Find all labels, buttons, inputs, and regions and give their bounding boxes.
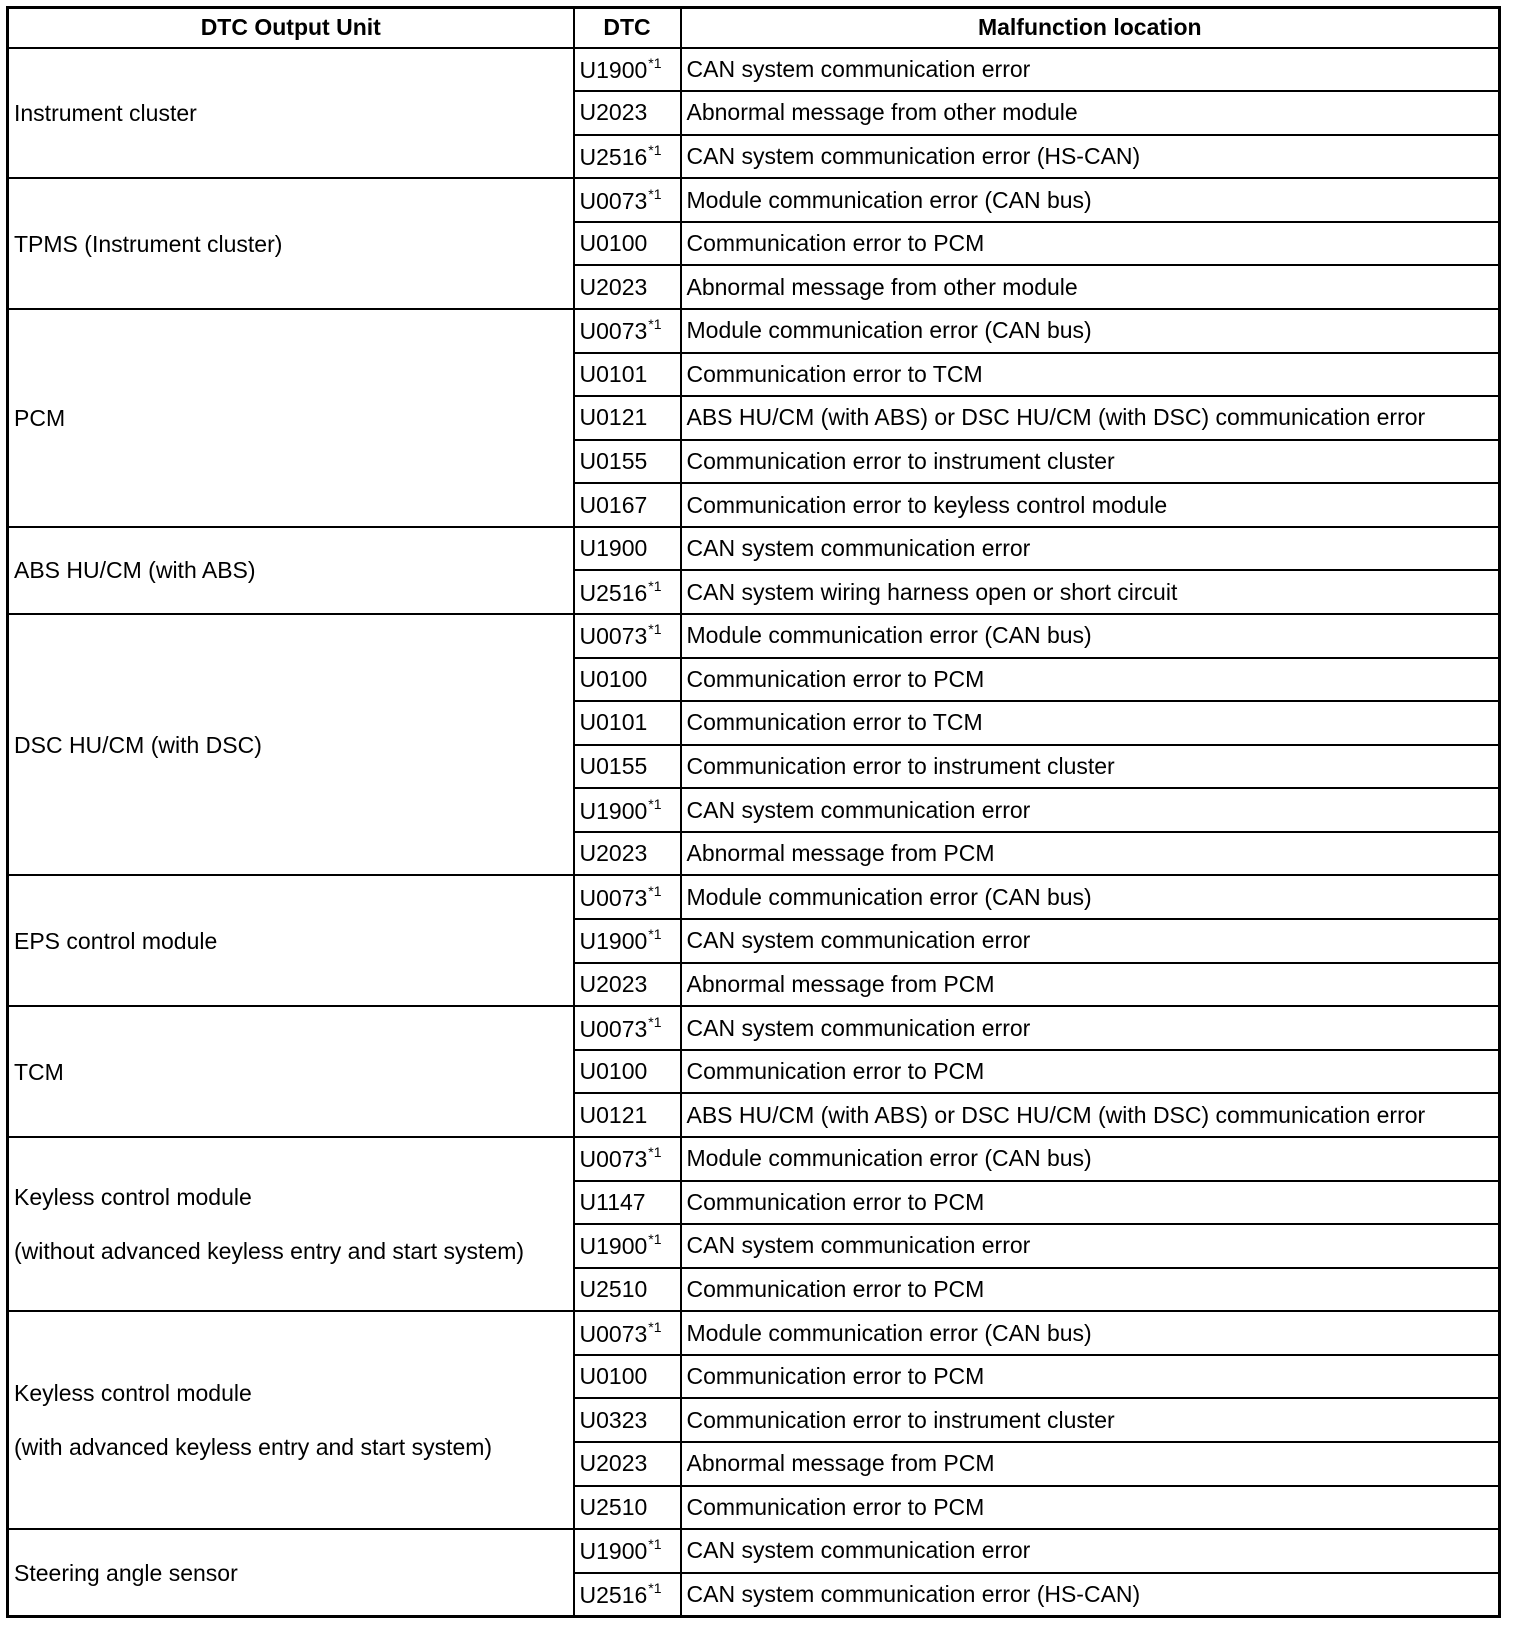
malfunction-location-cell: CAN system communication error [681, 527, 1500, 571]
malfunction-location-cell: CAN system communication error [681, 48, 1500, 92]
dtc-code: U2023 [579, 840, 648, 867]
dtc-output-unit-cell [8, 48, 574, 179]
malfunction-location-cell: Communication error to keyless control module [681, 483, 1500, 527]
table-row [8, 527, 1500, 571]
malfunction-location-cell: Abnormal message from other module [681, 91, 1500, 135]
table-row [8, 614, 1500, 658]
footnote-marker: *1 [648, 1318, 662, 1335]
dtc-output-unit-label: (with advanced keyless entry and start system) [14, 1434, 493, 1461]
malfunction-location-cell: CAN system communication error [681, 1529, 1500, 1573]
dtc-code-cell [574, 91, 681, 135]
dtc-code: U0073 [579, 884, 648, 911]
footnote-marker: *1 [648, 1536, 662, 1553]
malfunction-location-cell: Communication error to instrument cluster [681, 745, 1500, 789]
malfunction-location-cell: Communication error to PCM [681, 1181, 1500, 1225]
table-row [8, 48, 1500, 92]
footnote-marker: *1 [648, 54, 662, 71]
malfunction-location-cell: ABS HU/CM (with ABS) or DSC HU/CM (with DSC) communication error [681, 1093, 1500, 1137]
dtc-code: U0323 [579, 1406, 648, 1433]
dtc-output-unit-label: TPMS (Instrument cluster) [14, 230, 283, 257]
dtc-code-cell [574, 48, 681, 92]
malfunction-location-cell: CAN system communication error (HS-CAN) [681, 135, 1500, 179]
dtc-code-cell [574, 788, 681, 832]
malfunction-location-cell: Communication error to PCM [681, 658, 1500, 702]
dtc-code-cell [574, 875, 681, 919]
dtc-code-cell [574, 309, 681, 353]
dtc-code: U2023 [579, 99, 648, 126]
dtc-code: U0155 [579, 753, 648, 780]
dtc-code-cell [574, 440, 681, 484]
dtc-code: U1900 [579, 1538, 648, 1565]
dtc-code-cell [574, 353, 681, 397]
malfunction-location-cell: CAN system communication error [681, 919, 1500, 963]
malfunction-location-cell: Communication error to TCM [681, 701, 1500, 745]
dtc-output-unit-label: DSC HU/CM (with DSC) [14, 731, 262, 758]
dtc-code-cell [574, 527, 681, 571]
header-malfunction-location: Malfunction location [681, 8, 1500, 48]
dtc-code: U0121 [579, 1101, 648, 1128]
dtc-code-cell [574, 1311, 681, 1355]
footnote-marker: *1 [648, 185, 662, 202]
dtc-code: U0101 [579, 360, 648, 387]
table-row [8, 1529, 1500, 1573]
dtc-code-cell [574, 963, 681, 1007]
dtc-code-cell [574, 919, 681, 963]
dtc-code-cell [574, 135, 681, 179]
table-body [8, 48, 1500, 1617]
table-row [8, 1137, 1500, 1181]
dtc-code-cell [574, 1398, 681, 1442]
malfunction-location-cell: Module communication error (CAN bus) [681, 875, 1500, 919]
dtc-code-cell [574, 832, 681, 876]
dtc-code: U0100 [579, 230, 648, 257]
footnote-marker: *1 [648, 1144, 662, 1161]
dtc-output-unit-cell [8, 614, 574, 875]
dtc-code-cell [574, 701, 681, 745]
malfunction-location-cell: Communication error to PCM [681, 1486, 1500, 1530]
dtc-output-unit-label: EPS control module [14, 927, 218, 954]
dtc-output-unit-label: Steering angle sensor [14, 1559, 238, 1586]
header-dtc: DTC [574, 8, 681, 48]
dtc-code-cell [574, 178, 681, 222]
dtc-output-unit-cell [8, 1137, 574, 1311]
dtc-output-unit-cell [8, 1529, 574, 1616]
dtc-code-cell [574, 1006, 681, 1050]
malfunction-location-cell: CAN system wiring harness open or short circuit [681, 570, 1500, 614]
dtc-code: U2510 [579, 1493, 648, 1520]
header-row [8, 8, 1500, 48]
malfunction-location-cell: Communication error to instrument cluster [681, 440, 1500, 484]
malfunction-location-cell: CAN system communication error (HS-CAN) [681, 1573, 1500, 1617]
dtc-code-cell [574, 658, 681, 702]
dtc-code: U0167 [579, 491, 648, 518]
malfunction-location-cell: Communication error to PCM [681, 1050, 1500, 1094]
malfunction-location-cell: Module communication error (CAN bus) [681, 1311, 1500, 1355]
dtc-code-cell [574, 265, 681, 309]
dtc-code: U1900 [579, 535, 648, 562]
table-row [8, 178, 1500, 222]
dtc-code-cell [574, 483, 681, 527]
dtc-code: U2023 [579, 273, 648, 300]
dtc-output-unit-cell [8, 527, 574, 614]
dtc-code-cell [574, 1093, 681, 1137]
dtc-code: U1900 [579, 56, 648, 83]
footnote-marker: *1 [648, 577, 662, 594]
dtc-code: U0100 [579, 1363, 648, 1390]
dtc-code: U2516 [579, 143, 648, 170]
dtc-code: U0121 [579, 404, 648, 431]
dtc-output-unit-label: Instrument cluster [14, 99, 197, 126]
malfunction-location-cell: Module communication error (CAN bus) [681, 309, 1500, 353]
dtc-code: U0073 [579, 1320, 648, 1347]
malfunction-location-cell: Abnormal message from PCM [681, 832, 1500, 876]
malfunction-location-cell: CAN system communication error [681, 1224, 1500, 1268]
dtc-output-unit-cell [8, 1006, 574, 1137]
malfunction-location-cell: Abnormal message from PCM [681, 1442, 1500, 1486]
dtc-output-unit-label: Keyless control module [14, 1184, 252, 1211]
dtc-table [6, 6, 1501, 1618]
malfunction-location-cell: Communication error to instrument cluster [681, 1398, 1500, 1442]
dtc-code: U2516 [579, 579, 648, 606]
dtc-code-cell [574, 1486, 681, 1530]
dtc-output-unit-label: ABS HU/CM (with ABS) [14, 557, 256, 584]
malfunction-location-cell: Module communication error (CAN bus) [681, 178, 1500, 222]
dtc-code: U0073 [579, 1015, 648, 1042]
malfunction-location-cell: Communication error to PCM [681, 1355, 1500, 1399]
dtc-output-unit-label: (without advanced keyless entry and start system) [14, 1238, 525, 1265]
table-row [8, 1006, 1500, 1050]
dtc-code-cell [574, 1181, 681, 1225]
footnote-marker: *1 [648, 882, 662, 899]
dtc-output-unit-cell [8, 309, 574, 527]
dtc-code: U1900 [579, 1233, 648, 1260]
malfunction-location-cell: CAN system communication error [681, 788, 1500, 832]
dtc-output-unit-cell [8, 875, 574, 1006]
table-row [8, 309, 1500, 353]
malfunction-location-cell: Module communication error (CAN bus) [681, 1137, 1500, 1181]
dtc-code-cell [574, 1137, 681, 1181]
malfunction-location-cell: Communication error to PCM [681, 1268, 1500, 1312]
table-header [8, 8, 1500, 48]
dtc-code-cell [574, 1050, 681, 1094]
footnote-marker: *1 [648, 795, 662, 812]
dtc-code: U2516 [579, 1581, 648, 1608]
footnote-marker: *1 [648, 141, 662, 158]
dtc-code-cell [574, 1268, 681, 1312]
dtc-code: U0100 [579, 665, 648, 692]
footnote-marker: *1 [648, 1579, 662, 1596]
dtc-code-cell [574, 396, 681, 440]
malfunction-location-cell: Communication error to TCM [681, 353, 1500, 397]
dtc-code-cell [574, 1224, 681, 1268]
dtc-code: U0155 [579, 447, 648, 474]
dtc-code-cell [574, 1442, 681, 1486]
footnote-marker: *1 [648, 1231, 662, 1248]
table-row [8, 1311, 1500, 1355]
dtc-output-unit-label: Keyless control module [14, 1380, 252, 1407]
dtc-output-unit-label: PCM [14, 404, 66, 431]
malfunction-location-cell: Module communication error (CAN bus) [681, 614, 1500, 658]
footnote-marker: *1 [648, 926, 662, 943]
dtc-code: U2023 [579, 1450, 648, 1477]
dtc-code: U0073 [579, 318, 648, 345]
malfunction-location-cell: ABS HU/CM (with ABS) or DSC HU/CM (with DSC) communication error [681, 396, 1500, 440]
malfunction-location-cell: CAN system communication error [681, 1006, 1500, 1050]
dtc-code-cell [574, 1529, 681, 1573]
dtc-code: U1900 [579, 928, 648, 955]
footnote-marker: *1 [648, 316, 662, 333]
malfunction-location-cell: Abnormal message from PCM [681, 963, 1500, 1007]
dtc-code: U0073 [579, 1146, 648, 1173]
dtc-code: U0101 [579, 709, 648, 736]
dtc-code: U2510 [579, 1275, 648, 1302]
dtc-code-cell [574, 570, 681, 614]
dtc-code-cell [574, 745, 681, 789]
dtc-code: U2023 [579, 970, 648, 997]
malfunction-location-cell: Communication error to PCM [681, 222, 1500, 266]
dtc-code-cell [574, 1355, 681, 1399]
dtc-code: U0073 [579, 623, 648, 650]
footnote-marker: *1 [648, 621, 662, 638]
dtc-output-unit-cell [8, 1311, 574, 1529]
dtc-code: U1147 [579, 1188, 646, 1215]
dtc-code: U1900 [579, 797, 648, 824]
dtc-code: U0073 [579, 187, 648, 214]
footnote-marker: *1 [648, 1013, 662, 1030]
dtc-code-cell [574, 222, 681, 266]
dtc-code-cell [574, 1573, 681, 1617]
dtc-code: U0100 [579, 1058, 648, 1085]
dtc-code-cell [574, 614, 681, 658]
header-dtc-output-unit: DTC Output Unit [8, 8, 574, 48]
table-row [8, 875, 1500, 919]
malfunction-location-cell: Abnormal message from other module [681, 265, 1500, 309]
dtc-output-unit-cell [8, 178, 574, 309]
dtc-output-unit-label: TCM [14, 1058, 64, 1085]
